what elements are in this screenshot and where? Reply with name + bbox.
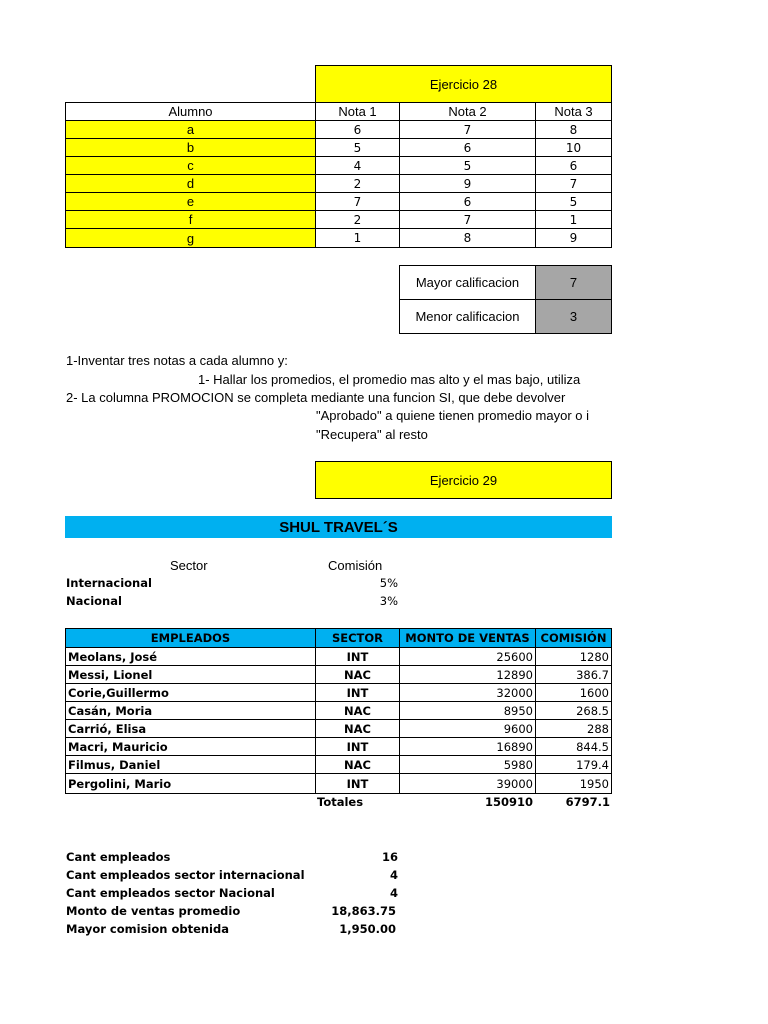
comision-cell: 1950 — [535, 773, 612, 794]
monto-cell: 25600 — [399, 647, 536, 666]
totales-label: Totales — [317, 795, 364, 809]
sector-name: Nacional — [66, 594, 122, 608]
sector-cell: INT — [315, 683, 400, 702]
header-nota-1: Nota 1 — [315, 102, 400, 121]
nota-1-cell: 6 — [315, 120, 400, 139]
comision-cell: 386.7 — [535, 665, 612, 684]
nota-1-cell: 7 — [315, 192, 400, 211]
header-monto: MONTO DE VENTAS — [399, 628, 536, 648]
nota-2-cell: 6 — [399, 192, 536, 211]
header-nota-3: Nota 3 — [535, 102, 612, 121]
nota-1-cell: 1 — [315, 228, 400, 248]
empleado-cell: Meolans, José — [65, 647, 316, 666]
empleado-cell: Macri, Mauricio — [65, 737, 316, 756]
sector-name: Internacional — [66, 576, 152, 590]
menor-calificacion-label: Menor calificacion — [399, 299, 536, 334]
sector-pct: 3% — [379, 594, 398, 608]
instruction-line: "Recupera" al resto — [316, 427, 428, 442]
nota-2-cell: 7 — [399, 120, 536, 139]
sector-pct: 5% — [379, 576, 398, 590]
instruction-line: 2- La columna PROMOCION se completa mediante una funcion SI, que debe devolver — [66, 390, 566, 405]
nota-2-cell: 9 — [399, 174, 536, 193]
company-banner: SHUL TRAVEL´S — [65, 516, 612, 538]
empleado-cell: Carrió, Elisa — [65, 719, 316, 738]
nota-1-cell: 2 — [315, 174, 400, 193]
summary-value: 4 — [389, 868, 398, 882]
nota-3-cell: 9 — [535, 228, 612, 248]
nota-2-cell: 6 — [399, 138, 536, 157]
instruction-line: "Aprobado" a quiene tienen promedio mayor o i — [316, 408, 590, 423]
nota-3-cell: 6 — [535, 156, 612, 175]
monto-cell: 39000 — [399, 773, 536, 794]
sector-header: Sector — [170, 558, 208, 573]
header-comision: COMISIÓN — [535, 628, 612, 648]
ejercicio-29-title: Ejercicio 29 — [315, 461, 612, 499]
nota-3-cell: 10 — [535, 138, 612, 157]
monto-cell: 16890 — [399, 737, 536, 756]
comision-cell: 844.5 — [535, 737, 612, 756]
nota-2-cell: 7 — [399, 210, 536, 229]
summary-label: Cant empleados sector internacional — [66, 868, 305, 882]
nota-3-cell: 8 — [535, 120, 612, 139]
sector-cell: NAC — [315, 665, 400, 684]
nota-2-cell: 5 — [399, 156, 536, 175]
total-comision: 6797.1 — [565, 795, 610, 809]
sector-cell: INT — [315, 737, 400, 756]
header-sector: SECTOR — [315, 628, 400, 648]
nota-1-cell: 4 — [315, 156, 400, 175]
monto-cell: 12890 — [399, 665, 536, 684]
sector-cell: NAC — [315, 755, 400, 774]
total-monto: 150910 — [484, 795, 533, 809]
alumno-cell: b — [65, 138, 316, 157]
sector-cell: NAC — [315, 719, 400, 738]
summary-label: Cant empleados — [66, 850, 171, 864]
header-nota-2: Nota 2 — [399, 102, 536, 121]
summary-value: 18,863.75 — [331, 904, 396, 918]
comision-header: Comisión — [328, 558, 383, 573]
nota-3-cell: 5 — [535, 192, 612, 211]
summary-value: 1,950.00 — [339, 922, 396, 936]
mayor-calificacion-value: 7 — [535, 265, 612, 300]
comision-cell: 1280 — [535, 647, 612, 666]
empleado-cell: Pergolini, Mario — [65, 773, 316, 794]
mayor-calificacion-label: Mayor calificacion — [399, 265, 536, 300]
empleado-cell: Corie,Guillermo — [65, 683, 316, 702]
monto-cell: 5980 — [399, 755, 536, 774]
monto-cell: 9600 — [399, 719, 536, 738]
summary-label: Mayor comision obtenida — [66, 922, 229, 936]
comision-cell: 288 — [535, 719, 612, 738]
instruction-line: 1- Hallar los promedios, el promedio mas alto y el mas bajo, utiliza — [198, 372, 581, 387]
ejercicio-28-title: Ejercicio 28 — [315, 65, 612, 103]
instruction-line: 1-Inventar tres notas a cada alumno y: — [66, 353, 288, 368]
menor-calificacion-value: 3 — [535, 299, 612, 334]
summary-label: Cant empleados sector Nacional — [66, 886, 275, 900]
alumno-cell: f — [65, 210, 316, 229]
alumno-cell: a — [65, 120, 316, 139]
sector-cell: NAC — [315, 701, 400, 720]
sector-cell: INT — [315, 773, 400, 794]
header-alumno: Alumno — [65, 102, 316, 121]
nota-3-cell: 7 — [535, 174, 612, 193]
monto-cell: 8950 — [399, 701, 536, 720]
comision-cell: 179.4 — [535, 755, 612, 774]
summary-value: 16 — [381, 850, 398, 864]
nota-2-cell: 8 — [399, 228, 536, 248]
header-empleados: EMPLEADOS — [65, 628, 316, 648]
summary-label: Monto de ventas promedio — [66, 904, 241, 918]
empleado-cell: Casán, Moria — [65, 701, 316, 720]
alumno-cell: d — [65, 174, 316, 193]
empleado-cell: Messi, Lionel — [65, 665, 316, 684]
nota-1-cell: 2 — [315, 210, 400, 229]
comision-cell: 1600 — [535, 683, 612, 702]
nota-3-cell: 1 — [535, 210, 612, 229]
nota-1-cell: 5 — [315, 138, 400, 157]
alumno-cell: c — [65, 156, 316, 175]
empleado-cell: Filmus, Daniel — [65, 755, 316, 774]
alumno-cell: e — [65, 192, 316, 211]
alumno-cell: g — [65, 228, 316, 248]
monto-cell: 32000 — [399, 683, 536, 702]
sector-cell: INT — [315, 647, 400, 666]
comision-cell: 268.5 — [535, 701, 612, 720]
summary-value: 4 — [389, 886, 398, 900]
